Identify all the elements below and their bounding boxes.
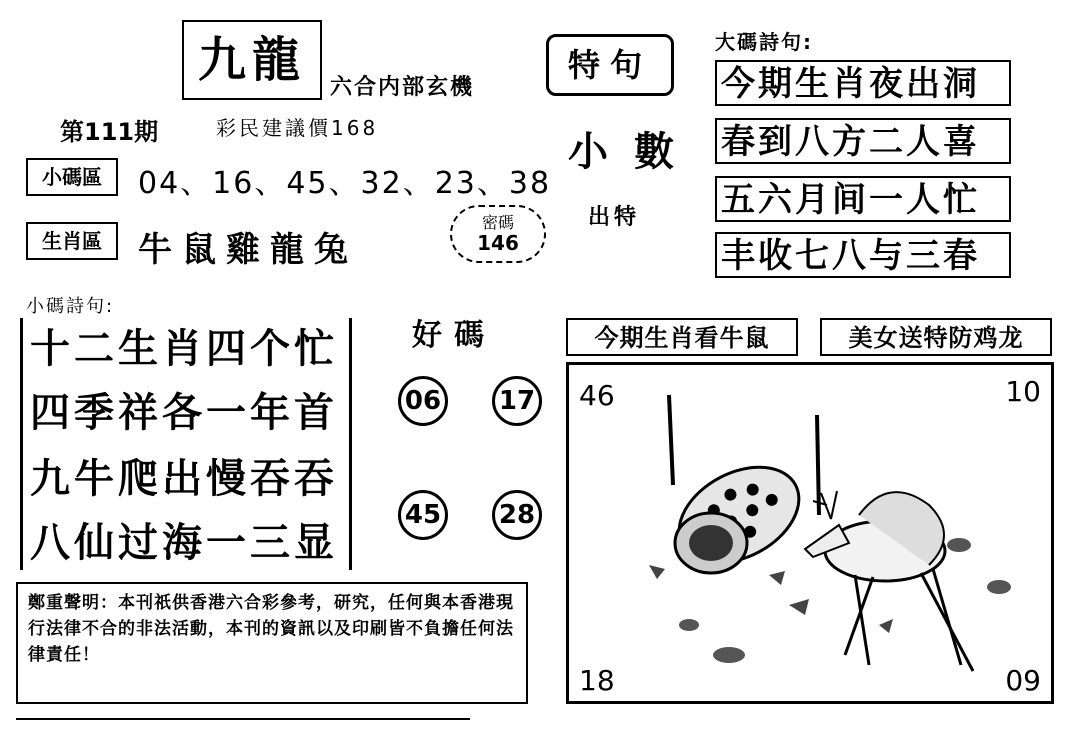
small-code-value: 04、16、45、32、23、38 — [138, 166, 552, 201]
special-verse-badge: 特句 — [546, 34, 674, 96]
good-number-circle: 28 — [492, 490, 542, 540]
picture-caption: 美女送特防鸡龙 — [820, 318, 1052, 356]
corner-number-top-right: 10 — [1005, 375, 1041, 408]
bottom-rule — [16, 718, 470, 720]
big-poem-line: 五六月间一人忙 — [715, 176, 1011, 222]
page-subtitle: 六合内部玄機 — [330, 75, 475, 100]
small-poem-line: 四季祥各一年首 — [30, 390, 338, 436]
big-poem-line: 今期生肖夜出洞 — [715, 60, 1011, 106]
zodiac-label: 生肖區 — [26, 222, 118, 260]
zodiac-value: 牛鼠雞龍兔 — [138, 230, 358, 270]
disclaimer-text: 鄭重聲明：本刊祇供香港六合彩參考，研究，任何與本香港現行法律不合的非法活動，本刊的資訊以及印刷皆不負擔任何法律責任！ — [16, 582, 528, 704]
big-poem-line: 春到八方二人喜 — [715, 118, 1011, 164]
corner-number-top-left: 46 — [579, 379, 615, 412]
good-numbers-label: 好碼 — [412, 318, 496, 353]
small-poem-label: 小碼詩句: — [26, 296, 115, 317]
special-verse-main: 小數 — [568, 129, 700, 175]
good-number-circle: 17 — [492, 376, 542, 426]
special-verse-sub: 出特 — [588, 205, 641, 230]
big-poem-label: 大碼詩句: — [715, 30, 813, 54]
good-number-circle: 06 — [398, 376, 448, 426]
secret-code-value: 146 — [477, 231, 519, 255]
illustration-panel — [566, 362, 1054, 704]
price-text: 彩民建議價168 — [216, 116, 379, 140]
secret-code-bubble — [450, 205, 546, 263]
corner-number-bottom-right: 09 — [1005, 664, 1041, 697]
small-poem-line: 八仙过海一三显 — [30, 520, 338, 566]
picture-caption: 今期生肖看牛鼠 — [566, 318, 798, 356]
issue-number: 第111期 — [60, 118, 159, 146]
small-poem-line: 十二生肖四个忙 — [30, 326, 338, 372]
small-poem-line: 九牛爬出慢吞吞 — [30, 456, 338, 502]
deer-lantern-illustration — [569, 365, 1051, 701]
secret-code-label: 密碼 — [481, 213, 514, 232]
page-title: 九龍 — [182, 20, 322, 100]
good-number-circle: 45 — [398, 490, 448, 540]
corner-number-bottom-left: 18 — [579, 664, 615, 697]
big-poem-line: 丰收七八与三春 — [715, 232, 1011, 278]
small-code-label: 小碼區 — [26, 158, 118, 196]
